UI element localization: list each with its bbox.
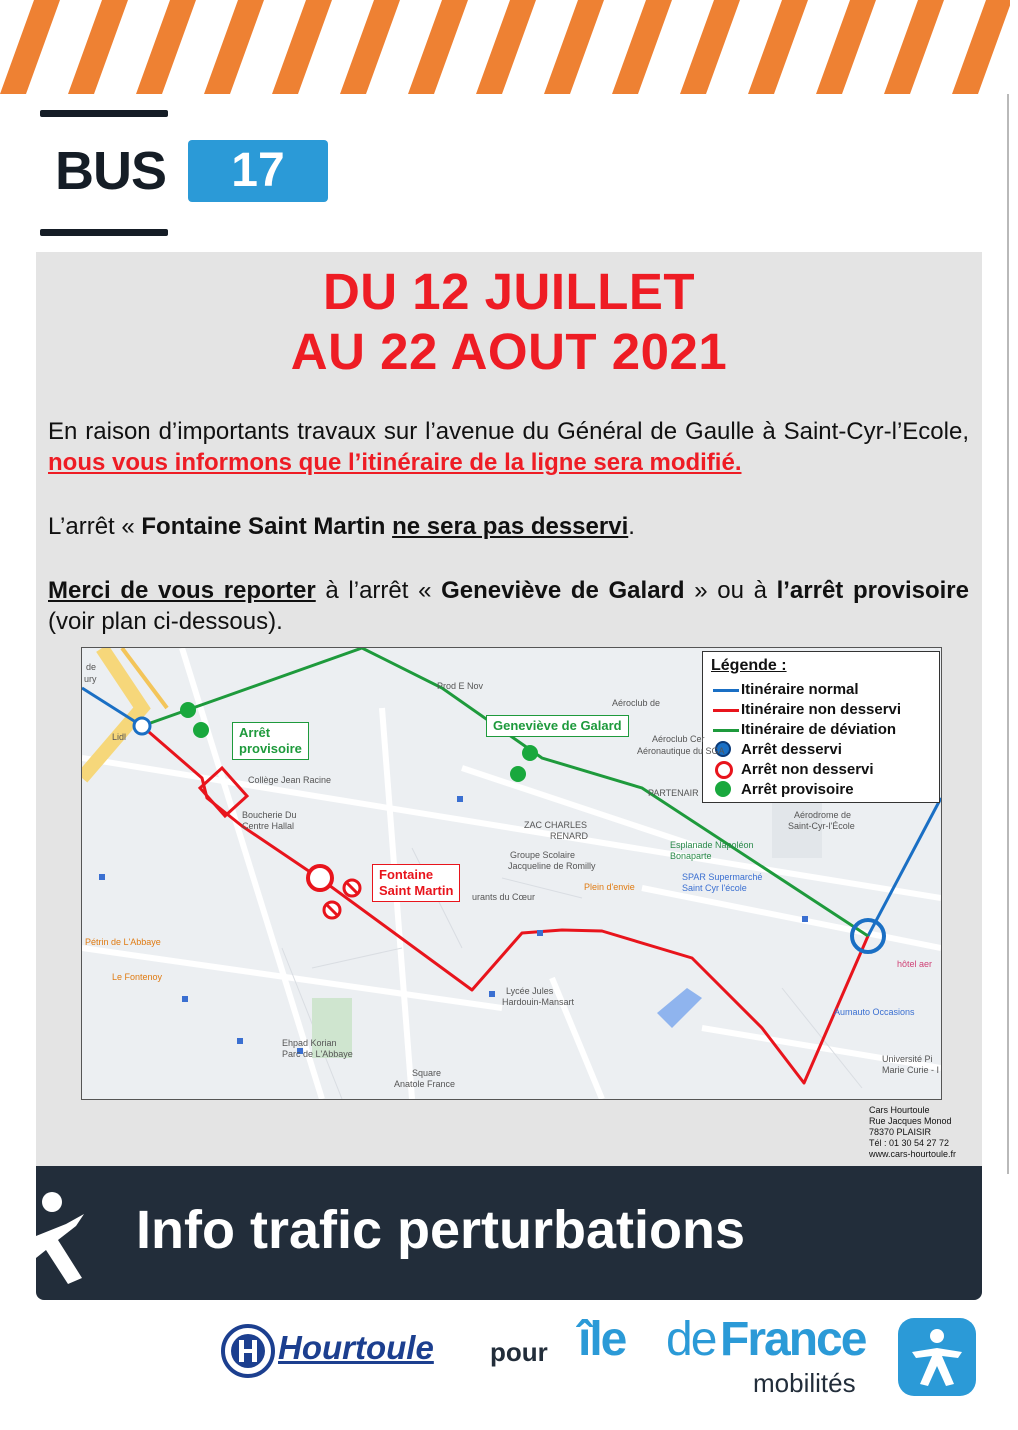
poi (282, 1038, 353, 1060)
date-end: AU 22 AOUT 2021 (290, 323, 728, 380)
label-provisional-stop (232, 722, 309, 760)
poi-line: Groupe Scolaire (510, 850, 576, 860)
poi-line: Bonaparte (670, 851, 712, 861)
poi: Prod E Nov (437, 681, 484, 691)
label-fontaine-line1: Fontaine (379, 867, 434, 882)
alt-text-3: (voir plan ci-dessous). (48, 608, 283, 635)
legend-stop-provisional-label: Arrêt provisoire (741, 780, 854, 798)
banner-title: Info trafic perturbations (136, 1200, 746, 1260)
bus-top-rule (40, 110, 168, 117)
not-served-emphasis: ne sera pas desservi (392, 513, 629, 540)
poi: Aéroclub Cer (652, 734, 705, 744)
label-provisional-line2: provisoire (239, 741, 302, 756)
poi-line: Université Pi (882, 1054, 933, 1064)
poi (882, 1054, 939, 1076)
contact-website: www.cars-hourtoule.fr (869, 1149, 957, 1159)
label-fontaine-line2: Saint Martin (379, 883, 454, 898)
warning-stripes (0, 0, 1010, 94)
route-map (81, 647, 942, 1100)
legend-stop-provisional (711, 779, 854, 799)
contact-phone: Tél : 01 30 54 27 72 (869, 1138, 950, 1148)
poi (394, 1068, 455, 1090)
hourtoule-logo (220, 1323, 464, 1379)
operator-contact (869, 1105, 956, 1160)
label-galard: Geneviève de Galard (486, 715, 629, 737)
stop-fontaine-name: Fontaine Saint Martin (141, 513, 386, 540)
poi-line: ZAC CHARLES (524, 820, 588, 830)
poi-line: Saint-Cyr-l'École (788, 821, 855, 831)
legend-deviation (711, 719, 896, 739)
legend-normal (711, 679, 859, 699)
date-start: DU 12 JUILLET (322, 263, 696, 320)
stop-suffix: . (628, 513, 635, 540)
poi (524, 820, 588, 842)
poi: Aumauto Occasions (834, 1007, 915, 1017)
poi-line: Lycée Jules (506, 986, 554, 996)
poi: Collège Jean Racine (248, 775, 332, 785)
poi-line: Ehpad Korian (282, 1038, 337, 1048)
poi (670, 840, 754, 862)
line-number-badge: 17 (188, 140, 328, 202)
label-fontaine (372, 864, 460, 902)
poi: Pétrin de L'Abbaye (85, 937, 161, 947)
poi-line: Anatole France (394, 1079, 456, 1089)
provisional-stop-icon (715, 781, 731, 797)
idf-pedestrian-icon (898, 1318, 976, 1396)
idf-de: de (666, 1313, 716, 1366)
hourtoule-h-icon (220, 1323, 276, 1379)
provisional-stop-text: l’arrêt provisoire (776, 577, 969, 604)
poi-line: Aérodrome de (794, 810, 852, 820)
map-legend (702, 651, 940, 803)
hourtoule-wordmark: Hourtoule (278, 1329, 434, 1366)
poi: urants du Cœur (472, 892, 536, 902)
alt-text-1: à l’arrêt « (315, 577, 442, 604)
poi: Lidl (112, 732, 127, 742)
stop-prefix: L’arrêt « (48, 513, 142, 540)
poi-line: Boucherie Du (242, 810, 297, 820)
legend-stop-not-served-label: Arrêt non desservi (741, 760, 874, 778)
poi (682, 872, 762, 894)
bus-bottom-rule (40, 229, 168, 236)
poi: Plein d'envie (584, 882, 635, 892)
poi: PARTENAIR (648, 788, 699, 798)
poi: Aéronautique du SGA (637, 746, 725, 756)
stop-galard-name: Geneviève de Galard (441, 577, 685, 604)
poi (508, 850, 596, 872)
poi-line: RENARD (550, 831, 589, 841)
poi-line: Centre Hallal (242, 821, 295, 831)
poi-line: Jacqueline de Romilly (508, 861, 596, 871)
poi-line: SPAR Supermarché (682, 872, 763, 882)
route-modified-notice: nous vous informons que l’itinéraire de la ligne sera modifié. (48, 449, 742, 476)
report-lead: Merci de vous reporter (48, 577, 316, 604)
legend-stop-served-label: Arrêt desservi (741, 740, 842, 758)
idf-ile: île (578, 1313, 626, 1366)
poi: ury (84, 674, 97, 684)
paragraph-stop-not-served (48, 511, 969, 542)
poi-line: Square (412, 1068, 442, 1078)
legend-normal-label: Itinéraire normal (741, 680, 859, 698)
legend-deviation-label: Itinéraire de déviation (741, 720, 897, 738)
poi (788, 810, 855, 832)
poi-line: Parc de L'Abbaye (282, 1049, 353, 1059)
poi: de (86, 662, 97, 672)
legend-not-served (711, 699, 901, 719)
paragraph-works (48, 416, 969, 478)
legend-not-served-label: Itinéraire non desservi (741, 700, 902, 718)
page-edge-rule (1007, 94, 1009, 1174)
poi: Aéroclub de (612, 698, 661, 708)
no-entry-icon (715, 761, 733, 779)
contact-city: 78370 PLAISIR (869, 1127, 932, 1137)
idf-mobilites: mobilités (753, 1368, 856, 1398)
poi-line: Esplanade Napoléon (670, 840, 754, 850)
label-provisional-line1: Arrêt (239, 725, 271, 740)
contact-street: Rue Jacques Monod (869, 1116, 952, 1126)
poi: hôtel aer (897, 959, 933, 969)
legend-stop-served (711, 739, 842, 759)
poi-line: Marie Curie - I (882, 1065, 940, 1075)
legend-title: Légende : (711, 657, 787, 674)
bus-label: BUS (55, 141, 167, 201)
legend-stop-not-served (711, 759, 874, 779)
alt-text-2: » ou à (684, 577, 777, 604)
idf-mobilites-logo (578, 1312, 978, 1402)
contact-name: Cars Hourtoule (869, 1105, 930, 1115)
poi (502, 986, 574, 1008)
pedestrian-icon (36, 1166, 106, 1300)
pour-text: pour (490, 1337, 548, 1367)
idf-france: France (720, 1313, 866, 1366)
poi-line: Hardouin-Mansart (502, 997, 575, 1007)
poi-line: Saint Cyr l'école (682, 883, 747, 893)
paragraph-alternative-stop (48, 575, 969, 637)
poi (242, 810, 297, 832)
paragraph-works-text: En raison d’importants travaux sur l’avenue du Général de Gaulle à Saint-Cyr-l’Ecole, (48, 418, 969, 445)
poi: Le Fontenoy (112, 972, 163, 982)
